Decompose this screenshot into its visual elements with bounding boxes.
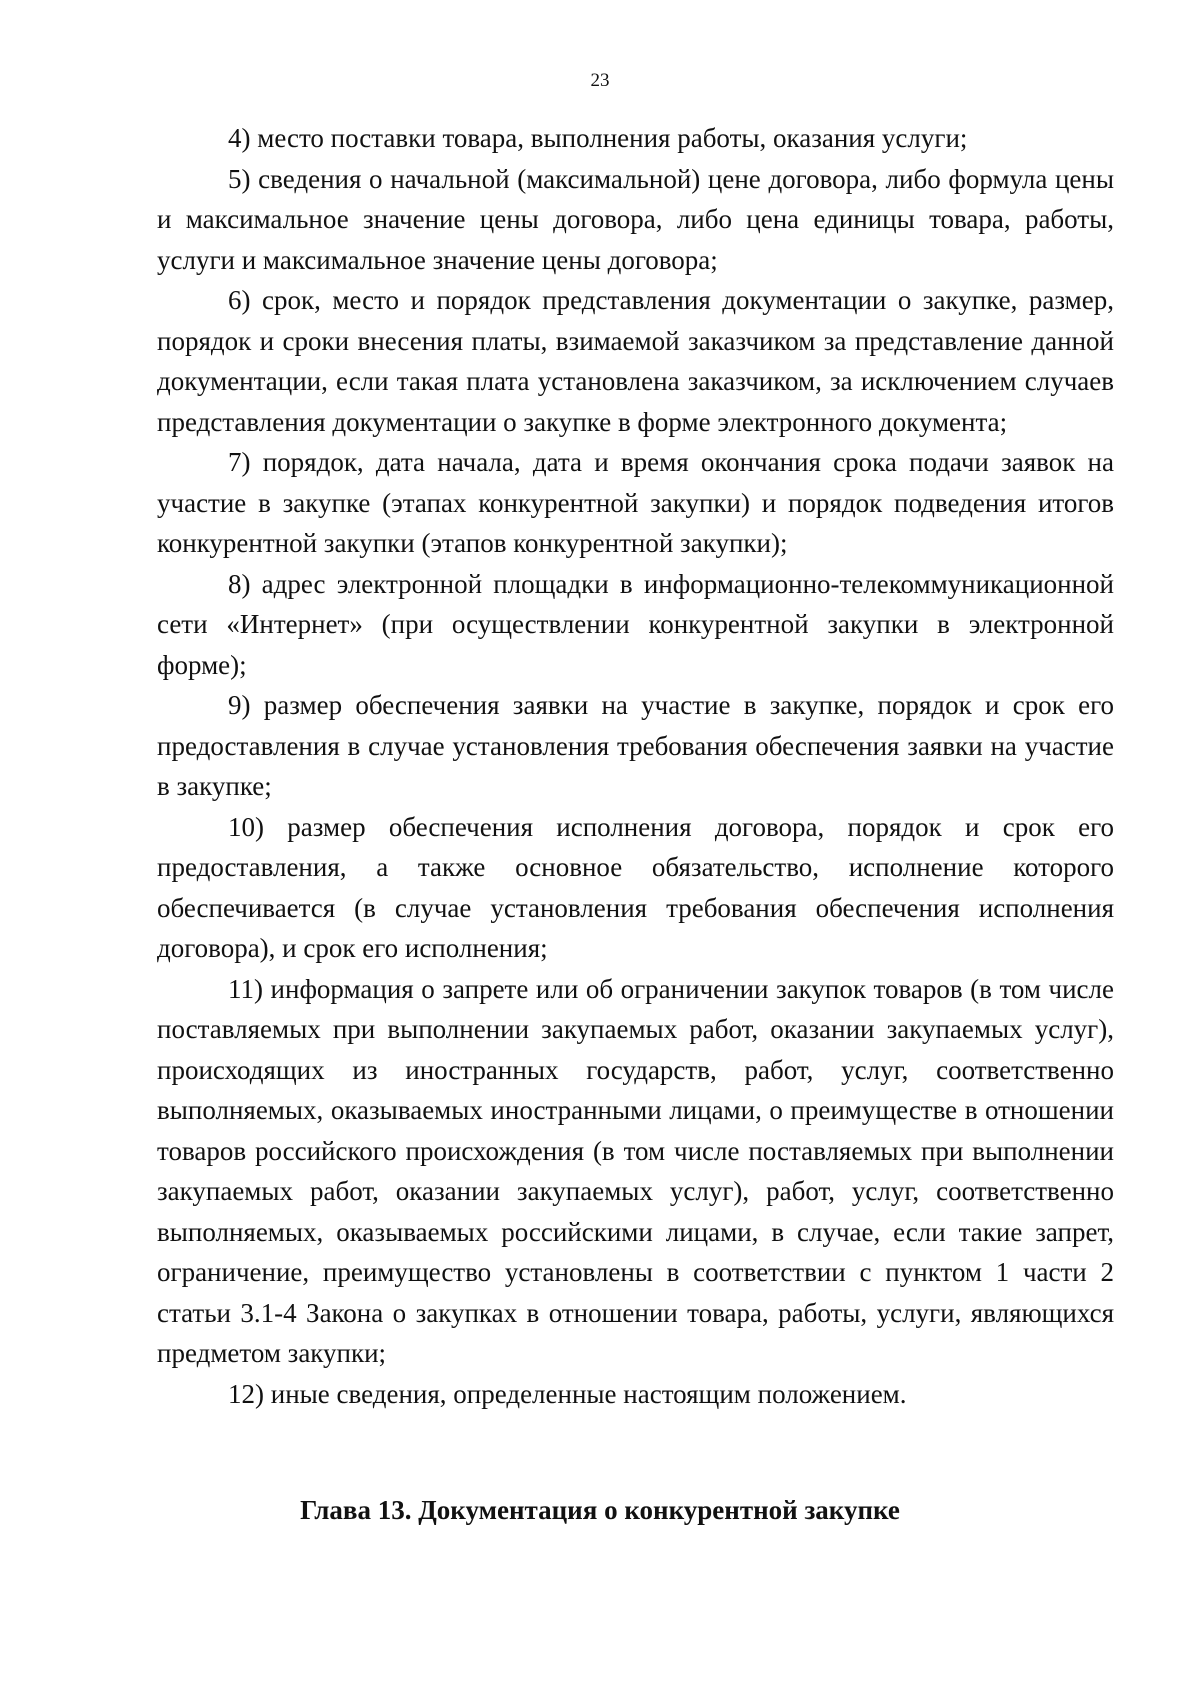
list-item-6: 6) срок, место и порядок представления документации о закупке, размер, порядок и сроки внесения платы, взимаемой заказчиком за представление данной документации, если такая плата установлена заказчиком, за исключением случаев представления документации о закупке в форме электронного документа;	[157, 285, 1114, 437]
page-number: 23	[590, 70, 610, 91]
list-item-12: 12) иные сведения, определенные настоящим положением.	[228, 1378, 907, 1409]
chapter-heading: Глава 13. Документация о конкурентной закупке	[300, 1495, 900, 1525]
list-item-11: 11) информация о запрете или об ограничении закупок товаров (в том числе поставляемых при выполнении закупаемых работ, оказании закупаемых услуг), происходящих из иностранных государств, работ, услуг, соответственно выполняемых, оказываемых иностранными лицами, о преимуществе в отношении товаров российского происхождения (в том числе поставляемых при выполнении закупаемых работ, оказании закупаемых услуг), работ, услуг, соответственно выполняемых, оказываемых российскими лицами, в случае, если такие запрет, ограничение, преимущество установлены в соответствии с пунктом 1 части 2 статьи 3.1-4 Закона о закупках в отношении товара, работы, услуги, являющихся предметом закупки;	[157, 973, 1114, 1368]
list-item-9: 9) размер обеспечения заявки на участие в закупке, порядок и срок его предоставления в случае установления требования обеспечения заявки на участие в закупке;	[157, 690, 1114, 801]
list-item-8: 8) адрес электронной площадки в информационно-телекоммуникационной сети «Интернет» (при осуществлении конкурентной закупки в электронной форме);	[157, 568, 1114, 680]
body-text	[157, 118, 1114, 1414]
list-item-7: 7) порядок, дата начала, дата и время окончания срока подачи заявок на участие в закупке (этапах конкурентной закупки) и порядок подведения итогов конкурентной закупки (этапов конкурентной закупки);	[157, 447, 1114, 558]
list-item-10: 10) размер обеспечения исполнения договора, порядок и срок его предоставления, а также основное обязательство, исполнение которого обеспечивается (в случае установления требования обеспечения исполнения договора), и срок его исполнения;	[157, 811, 1114, 963]
list-item-4: 4) место поставки товара, выполнения работы, оказания услуги;	[228, 123, 968, 153]
list-item-5: 5) сведения о начальной (максимальной) цене договора, либо формула цены и максимальное значение цены договора, либо цена единицы товара, работы, услуги и максимальное значение цены договора;	[157, 163, 1114, 275]
